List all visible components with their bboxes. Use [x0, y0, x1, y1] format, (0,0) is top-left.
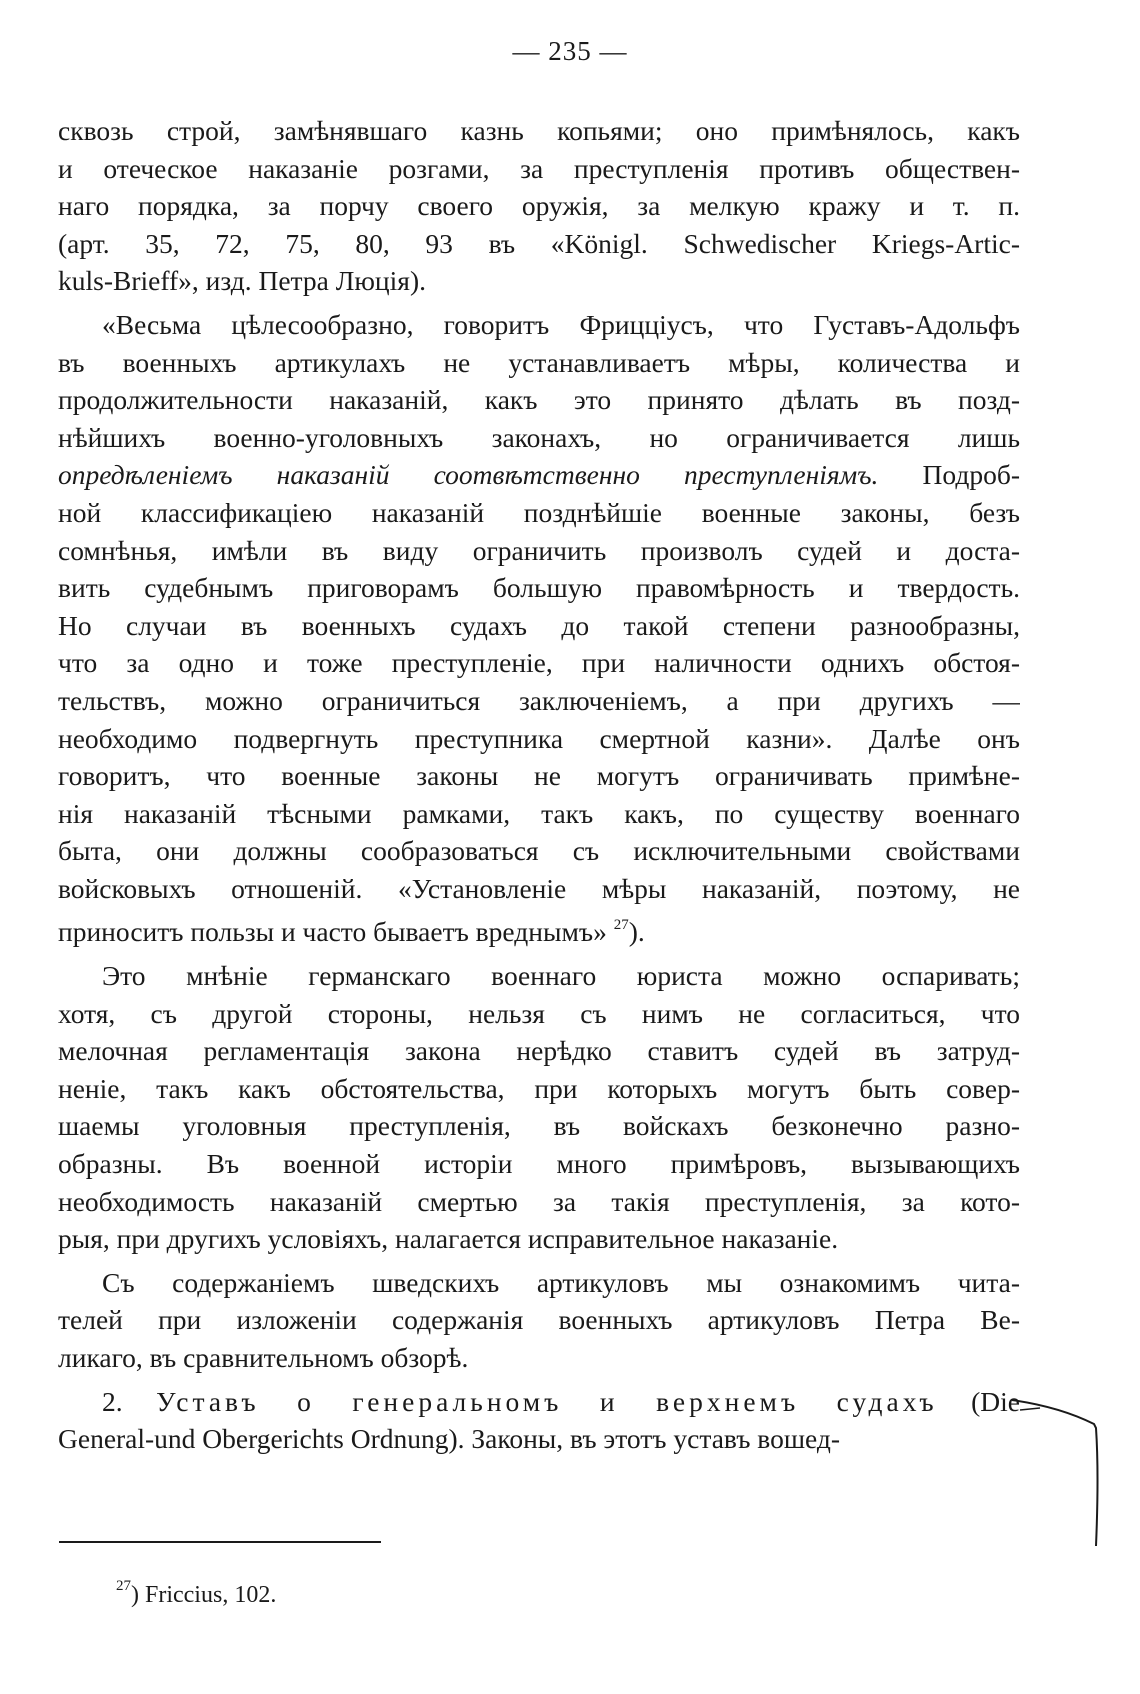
text-segment: мелочная регламентація закона нерѣдко ставитъ судей въ затруд- [58, 1035, 1020, 1067]
text-segment: ). [628, 916, 645, 948]
text-segment: (Die [937, 1385, 1020, 1417]
text-segment: неніе, такъ какъ обстоятельства, при которыхъ могутъ быть совер- [58, 1072, 1020, 1104]
text-segment: быта, они должны сообразоваться съ исключительными свойствами [58, 835, 1020, 867]
text-line [58, 419, 1020, 457]
text-segment: образны. Въ военной исторіи много примѣровъ, вызывающихъ [58, 1148, 1020, 1180]
text-line [58, 1145, 1020, 1183]
text-line [58, 187, 1020, 225]
text-line [58, 344, 1020, 382]
paragraph [58, 1264, 1020, 1377]
text-line [58, 112, 1020, 150]
text-line [58, 720, 1020, 758]
text-segment: говоритъ, что военные законы не могутъ ограничивать примѣне- [58, 760, 1020, 792]
text-line [58, 150, 1020, 188]
text-line [58, 995, 1020, 1033]
text-line [58, 1032, 1020, 1070]
text-segment: Это мнѣніе германскаго военнаго юриста можно оспаривать; [102, 960, 1020, 992]
text-segment: «Весьма цѣлесообразно, говоритъ Фрицціусъ, что Густавъ-Адольфъ [102, 308, 1020, 340]
text-segment: Съ содержаніемъ шведскихъ артикуловъ мы ознакомимъ чита- [102, 1266, 1020, 1298]
text-segment: шаемы уголовныя преступленія, въ войскахъ безконечно разно- [58, 1110, 1020, 1142]
text-segment: kuls-Brieff», изд. Петра Люція). [58, 265, 426, 297]
text-line [58, 1070, 1020, 1108]
page-number: — 235 — [512, 36, 628, 66]
text-segment: наго порядка, за порчу своего оружія, за мелкую кражу и т. п. [58, 190, 1020, 222]
text-segment: ликаго, въ сравнительномъ обзорѣ. [58, 1342, 469, 1373]
text-segment: нія наказаній тѣсными рамками, такъ какъ, по существу военнаго [58, 797, 1020, 829]
text-segment: рыя, при другихъ условіяхъ, налагается исправительное наказаніе. [58, 1223, 839, 1255]
text-line [58, 494, 1020, 532]
text-line [58, 870, 1020, 908]
footnote-reference: 27 [613, 917, 629, 934]
text-line [58, 456, 1020, 494]
footnote [116, 1578, 276, 1609]
text-line [58, 1264, 1020, 1302]
text-segment: сквозь строй, замѣнявшаго казнь копьями; оно примѣнялось, какъ [58, 115, 1020, 146]
text-segment: (арт. 35, 72, 75, 80, 93 въ «Königl. Schwedischer Kriegs-Artic- [58, 227, 1020, 259]
text-line [58, 225, 1020, 263]
text-segment: необходимость наказаній смертью за такія преступленія, за кото- [58, 1185, 1020, 1217]
text-line [58, 262, 1020, 300]
footnote-text: ) Friccius, 102. [131, 1582, 277, 1608]
text-line [58, 1301, 1020, 1339]
text-segment: вить судебнымъ приговорамъ большую правомѣрность и твердость. [58, 572, 1020, 604]
text-segment: General-und Obergerichts Ordnung). Законы, въ этотъ уставъ вошед- [58, 1423, 841, 1455]
text-segment: въ военныхъ артикулахъ не устанавливаетъ мѣры, количества и [58, 346, 1020, 378]
text-segment: Но случаи въ военныхъ судахъ до такой степени разнообразны, [58, 609, 1020, 641]
text-segment: телей при изложеніи содержанія военныхъ артикуловъ Петра Ве- [58, 1304, 1020, 1336]
text-segment: приноситъ пользы и часто бываетъ вреднымъ» [58, 916, 614, 948]
body-text [58, 112, 1020, 1458]
footnote-marker: 27 [116, 1578, 131, 1594]
text-segment: сомнѣнья, имѣли въ виду ограничить произволъ судей и доста- [58, 534, 1020, 566]
text-line [58, 907, 1020, 951]
text-segment: хотя, съ другой стороны, нельзя съ нимъ не согласиться, что [58, 997, 1020, 1029]
text-segment: необходимо подвергнуть преступника смертной казни». Далѣе онъ [58, 722, 1020, 754]
text-line [58, 1183, 1020, 1221]
text-segment: что за одно и тоже преступленіе, при наличности однихъ обстоя- [58, 647, 1020, 679]
text-segment: Подроб- [878, 459, 1020, 491]
text-line [58, 757, 1020, 795]
italic-phrase: опредѣленіемъ наказаній соотвѣтственно преступленіямъ. [58, 459, 879, 491]
paragraph [58, 306, 1020, 951]
text-line [58, 644, 1020, 682]
text-segment: и отеческое наказаніе розгами, за преступленія противъ обществен- [58, 152, 1020, 184]
text-line [58, 1107, 1020, 1145]
text-segment: ной классификаціею наказаній позднѣйшіе военные законы, безъ [58, 496, 1020, 528]
text-segment: тельствъ, можно ограничиться заключеніемъ, а при другихъ — [58, 684, 1020, 716]
spaced-heading: Уставъ о генеральномъ и верхнемъ судахъ [156, 1385, 938, 1417]
text-line [58, 957, 1020, 995]
footnote-rule [59, 1541, 381, 1543]
paragraph [58, 112, 1020, 300]
text-line [58, 682, 1020, 720]
text-line [58, 1420, 1020, 1458]
text-line [58, 795, 1020, 833]
text-line [58, 306, 1020, 344]
text-line [58, 381, 1020, 419]
text-line [58, 607, 1020, 645]
paragraph [58, 1383, 1020, 1458]
margin-bracket-mark [1010, 1398, 1110, 1548]
text-line [58, 1220, 1020, 1258]
text-segment: нѣйшихъ военно-уголовныхъ законахъ, но ограничивается лишь [58, 421, 1020, 453]
text-line [58, 832, 1020, 870]
text-segment: войсковыхъ отношеній. «Установленіе мѣры наказаній, поэтому, не [58, 872, 1020, 904]
paragraph [58, 957, 1020, 1258]
text-segment: продолжительности наказаній, какъ это принято дѣлать въ позд- [58, 384, 1020, 416]
text-line [58, 1383, 1020, 1421]
text-line [58, 1339, 1020, 1377]
text-line [58, 569, 1020, 607]
text-line [58, 532, 1020, 570]
text-segment: 2. [102, 1385, 157, 1417]
